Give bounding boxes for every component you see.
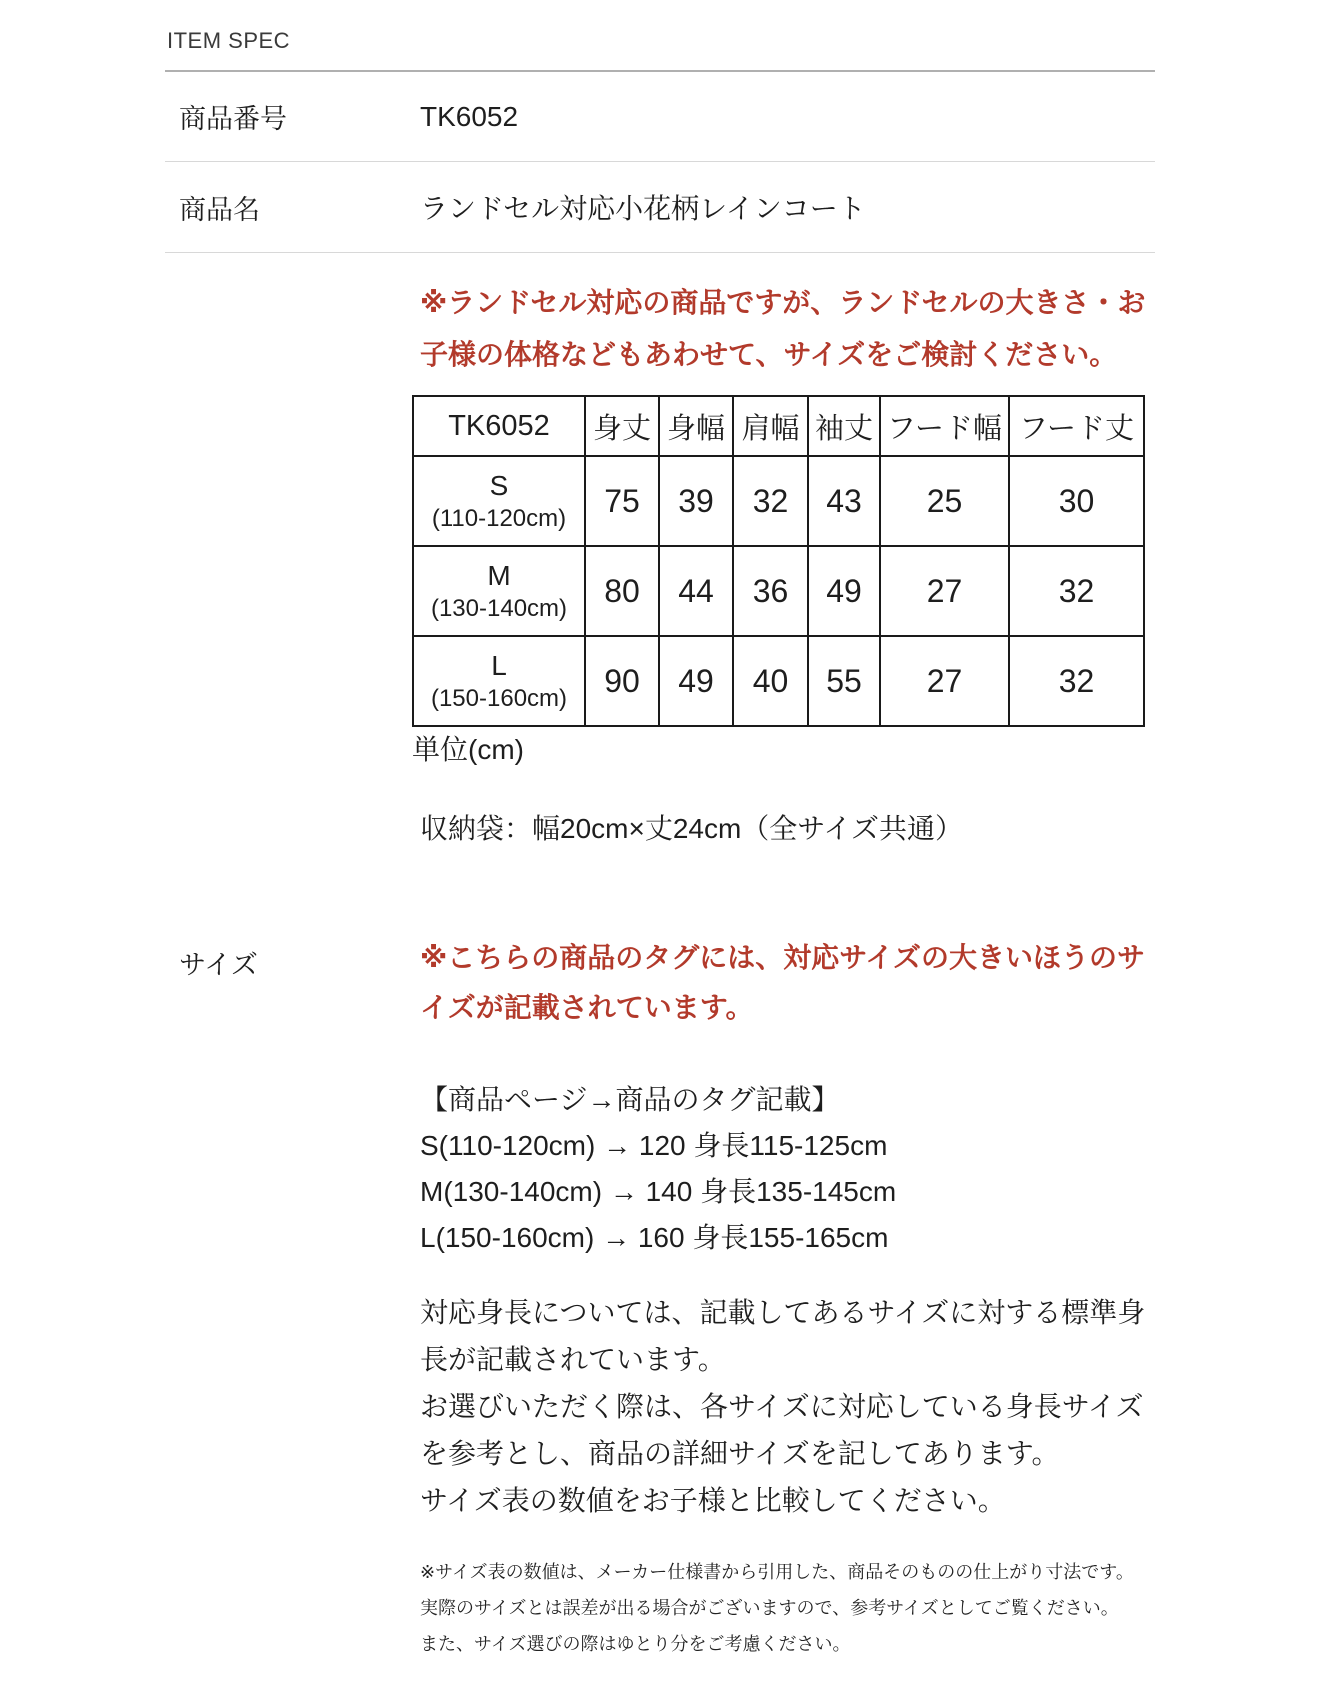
size-footnote-line: また、サイズ選びの際はゆとり分をご考慮ください。 [420,1634,851,1654]
value-cell: 32 [1009,636,1144,726]
size-table-header-shoulder-width: 肩幅 [733,396,808,456]
size-table-row-l [413,636,1144,726]
value-cell: 27 [880,546,1009,636]
size-section [165,933,1155,1662]
size-footnote-block [420,1554,1155,1662]
size-height-range: (150-160cm) [430,685,568,712]
size-section-content [420,933,1155,1662]
value-cell: 25 [880,456,1009,546]
unit-note: 単位(cm) [412,734,524,765]
size-cell-s [413,456,585,546]
size-table-row-s [413,456,1144,546]
size-footnote-line: 実際のサイズとは誤差が出る場合がございますので、参考サイズとしてご覧ください。 [420,1598,1119,1618]
value-cell: 39 [659,456,733,546]
size-section-label: サイズ [179,950,258,980]
size-letter: S [489,470,509,501]
tag-mapping-line-s: S(110-120cm) → 120 身長115-125cm [420,1130,888,1161]
size-cell-l [413,636,585,726]
tag-size-notice: ※こちらの商品のタグには、対応サイズの大きいほうのサイズが記載されています。 [420,942,1145,1023]
page-title: ITEM SPEC [167,28,291,53]
value-cell: 43 [808,456,880,546]
value-cell: 55 [808,636,880,726]
size-description-line: サイズ表の数値をお子様と比較してください。 [420,1485,1006,1516]
size-table-row-m [413,546,1144,636]
size-table-header-sleeve-length: 袖丈 [808,396,880,456]
size-cell-m [413,546,585,636]
size-footnote-line: ※サイズ表の数値は、メーカー仕様書から引用した、商品そのものの仕上がり寸法です。 [420,1562,1134,1582]
size-table [412,395,1145,727]
value-cell: 27 [880,636,1009,726]
product-name-label: 商品名 [179,194,260,225]
tag-mapping-line-m: M(130-140cm) → 140 身長135-145cm [420,1176,897,1207]
size-description-block [420,1289,1155,1524]
size-letter: L [491,650,507,681]
product-number-value: TK6052 [420,100,519,132]
value-cell: 36 [733,546,808,636]
value-cell: 90 [585,636,659,726]
tag-mapping-block [420,1077,1155,1261]
size-table-header-hood-length: フード丈 [1009,396,1144,456]
product-number-label: 商品番号 [179,104,287,134]
value-cell: 80 [585,546,659,636]
value-cell: 49 [808,546,880,636]
size-height-range: (130-140cm) [430,595,568,622]
value-cell: 40 [733,636,808,726]
size-table-header-body-length: 身丈 [585,396,659,456]
value-cell: 30 [1009,456,1144,546]
value-cell: 44 [659,546,733,636]
size-description-line: 対応身長については、記載してあるサイズに対する標準身長が記載されています。 [420,1297,1146,1375]
size-table-header-body-width: 身幅 [659,396,733,456]
spec-content-block [412,277,1155,845]
storage-bag-note: 収納袋：幅20cm×丈24cm（全サイズ共通） [420,813,964,844]
value-cell: 49 [659,636,733,726]
product-name-value: ランドセル対応小花柄レインコート [420,193,866,224]
spec-row-product-name [165,162,1155,253]
value-cell: 32 [733,456,808,546]
value-cell: 75 [585,456,659,546]
spec-row-product-number [165,72,1155,162]
value-cell: 32 [1009,546,1144,636]
size-letter: M [487,560,511,591]
size-table-header-row [413,396,1144,456]
size-table-header-model: TK6052 [413,396,585,456]
tag-mapping-line-l: L(150-160cm) → 160 身長155-165cm [420,1222,889,1253]
size-table-header-hood-width: フード幅 [880,396,1009,456]
size-description-line: お選びいただく際は、各サイズに対応している身長サイズを参考とし、商品の詳細サイズを記してあります。 [420,1391,1144,1469]
tag-mapping-heading: 【商品ページ→商品のタグ記載】 [420,1084,840,1115]
ransel-notice: ※ランドセル対応の商品ですが、ランドセルの大きさ・お子様の体格などもあわせて、サイズをご検討ください。 [420,287,1146,370]
size-height-range: (110-120cm) [431,505,567,532]
